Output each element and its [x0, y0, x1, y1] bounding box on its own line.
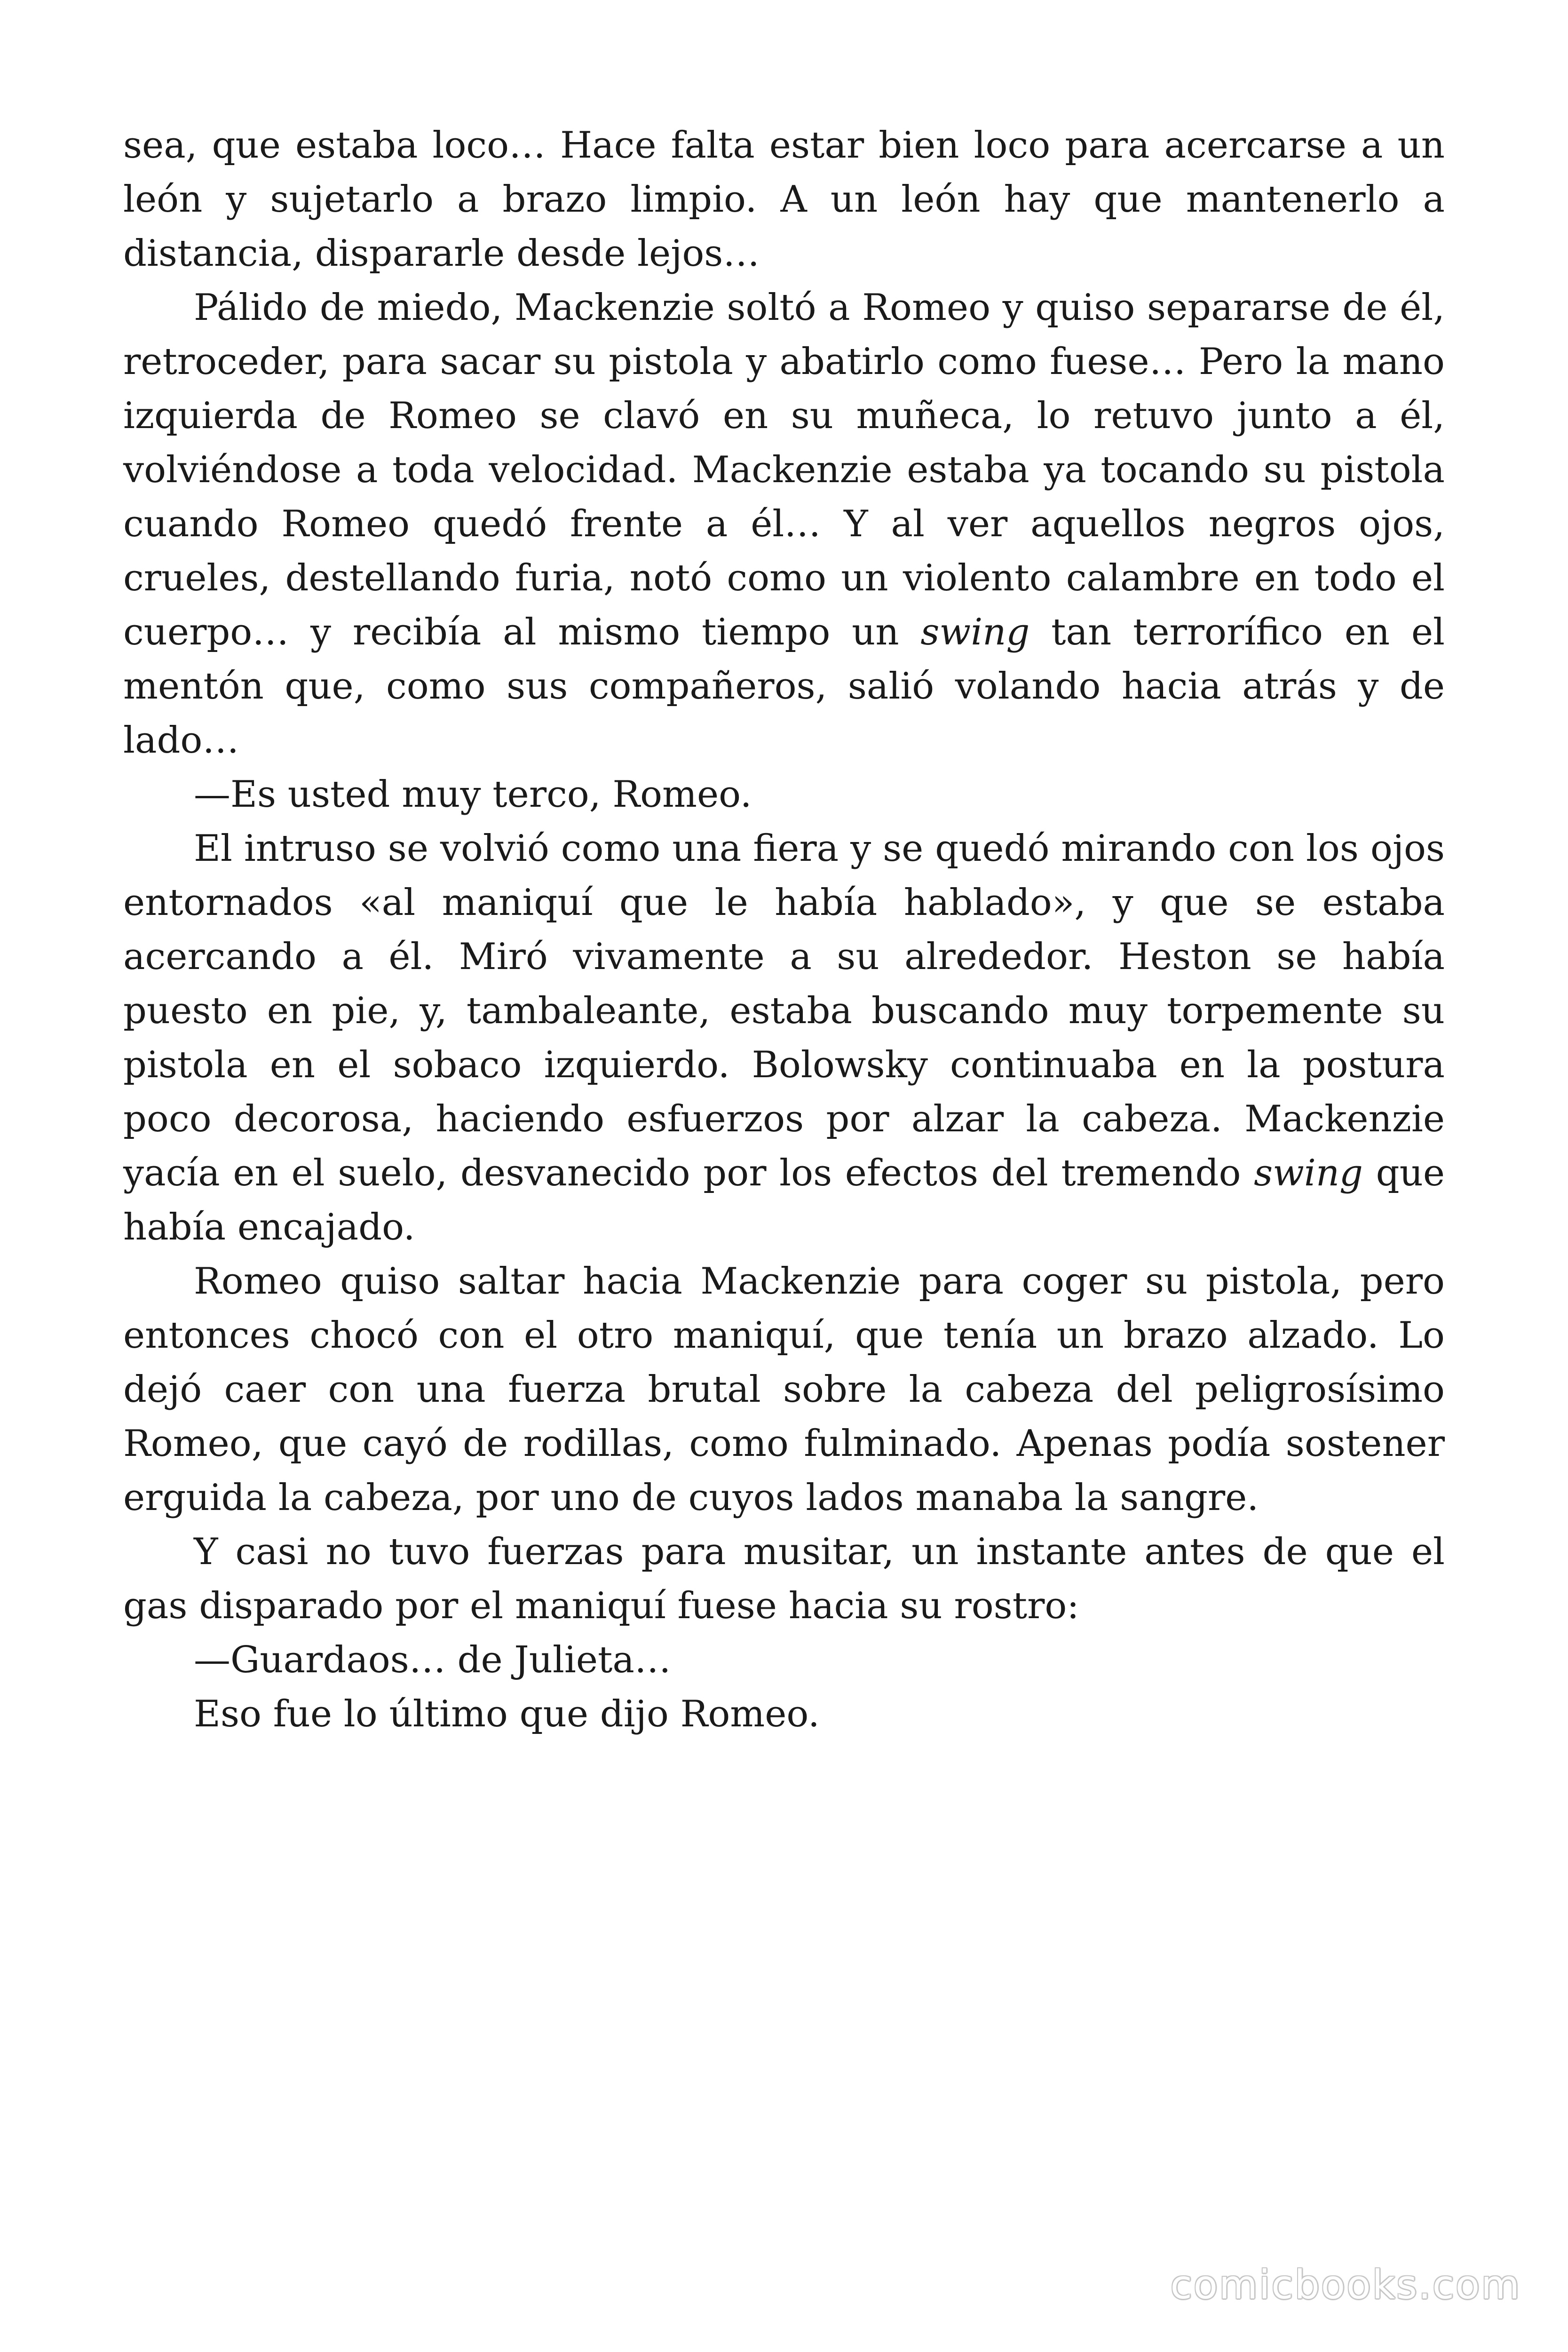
watermark: comicbooks.com	[1170, 2262, 1521, 2308]
text-span: que había encajado.	[123, 1152, 1445, 1248]
text-span: Pálido de miedo, Mackenzie soltó a Romeo y quiso separarse de él, retroceder, para sacar su pistola y abatirlo como fuese… Pero la mano izquierda de Romeo se clavó en su muñeca, lo retuvo junto a él, volviéndose a toda velocidad. Mackenzie estaba ya tocando su pistola cuando Romeo quedó frente a él… Y al ver aquellos negros ojos, crueles, destellando furia, notó como un violento calambre en todo el cuerpo… y recibía al mismo tiempo un	[123, 286, 1445, 653]
text-span: Eso fue lo último que dijo Romeo.	[194, 1693, 820, 1735]
paragraph	[123, 1525, 1445, 1633]
paragraph	[123, 1687, 1445, 1741]
paragraph	[123, 1633, 1445, 1687]
text-span: sea, que estaba loco… Hace falta estar bien loco para acercarse a un león y sujetarlo a brazo limpio. A un león hay que mantenerlo a distancia, dispararle desde lejos…	[123, 124, 1445, 275]
paragraph	[123, 281, 1445, 768]
text-span: —Guardaos… de Julieta…	[194, 1639, 671, 1681]
text-span: —Es usted muy terco, Romeo.	[194, 773, 752, 816]
italic-text: swing	[920, 611, 1030, 653]
paragraph	[123, 822, 1445, 1255]
italic-text: swing	[1254, 1152, 1363, 1194]
paragraph	[123, 119, 1445, 281]
paragraph	[123, 1255, 1445, 1525]
text-span: Y casi no tuvo fuerzas para musitar, un instante antes de que el gas disparado por el maniquí fuese hacia su rostro:	[123, 1531, 1445, 1627]
paragraph	[123, 768, 1445, 822]
text-span: Romeo quiso saltar hacia Mackenzie para coger su pistola, pero entonces chocó con el otro maniquí, que tenía un brazo alzado. Lo dejó caer con una fuerza brutal sobre la cabeza del peligrosísimo Romeo, que cayó de rodillas, como fulminado. Apenas podía sostener erguida la cabeza, por uno de cuyos lados manaba la sangre.	[123, 1260, 1445, 1519]
text-span: El intruso se volvió como una fiera y se quedó mirando con los ojos entornados «al maniquí que le había hablado», y que se estaba acercando a él. Miró vivamente a su alrededor. Heston se había puesto en pie, y, tambaleante, estaba buscando muy torpemente su pistola en el sobaco izquierdo. Bolowsky continuaba en la postura poco decorosa, haciendo esfuerzos por alzar la cabeza. Mackenzie yacía en el suelo, desvanecido por los efectos del tremendo	[123, 827, 1445, 1194]
text-span: tan terrorífico en el mentón que, como sus compañeros, salió volando hacia atrás y de lado…	[123, 611, 1445, 762]
body-text	[123, 119, 1445, 1741]
